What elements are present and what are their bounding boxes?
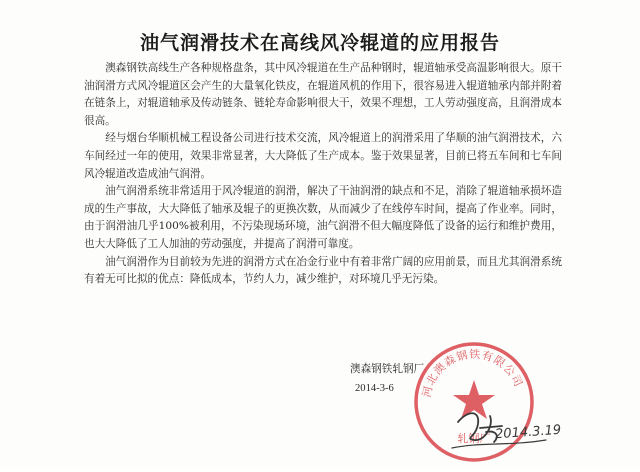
svg-text:河北澳森钢铁有限公司: 河北澳森钢铁有限公司	[420, 347, 526, 399]
paragraph-4: 油气润滑作为目前较为先进的润滑方式在冶金行业中有着非常广阔的应用前景，而且尤其润滑系统有着无可比拟的优点：降低成本，节约人力，减少维护，对环境几乎无污染。	[84, 255, 562, 286]
handwritten-date: 2014.3.19	[494, 422, 562, 443]
paragraph-1: 澳森钢铁高线生产各种规格盘条，其中风冷辊道在生产品种钢时，辊道轴承受高温影响很大。原干油润滑方式风冷辊道区会产生的大量氧化铁皮，在辊道风机的作用下，很容易进入辊道轴承内部并附着在链条上，对辊道轴承及传动链条、链轮寿命影响很大干，效果不理想，工人劳动强度高，且润滑成本很高。	[84, 62, 562, 127]
paragraph-3: 油气润滑系统非常适用于风冷辊道的润滑，解决了干油润滑的缺点和不足，消除了辊道轴承损坏造成的生产事故，大大降低了轴承及辊子的更换次数，从而减少了在线停车时间，提高了作业率。同时，由于润滑油几乎100%被利用，不污染现场环境，油气润滑不但大幅度降低了设备的运行和维护费用，也大大降低了工人加油的劳动强度，并提高了润滑可靠度。	[84, 185, 562, 250]
svg-text:轧钢厂: 轧钢厂	[457, 432, 491, 445]
paragraph-2: 经与烟台华顺机械工程设备公司进行技术交流，风冷辊道上的润滑采用了华顺的油气润滑技术，六车间经过一年的使用，效果非常显著，大大降低了生产成本。鉴于效果显著，目前已将五车间和七车间风冷辊道改造成油气润滑。	[84, 132, 562, 180]
issuer-company: 澳森钢铁轧钢厂	[350, 363, 425, 375]
report-body	[84, 60, 562, 289]
issue-date: 2014-3-6	[355, 383, 394, 394]
report-title: 油气润滑技术在高线风冷辊道的应用报告	[139, 32, 500, 54]
